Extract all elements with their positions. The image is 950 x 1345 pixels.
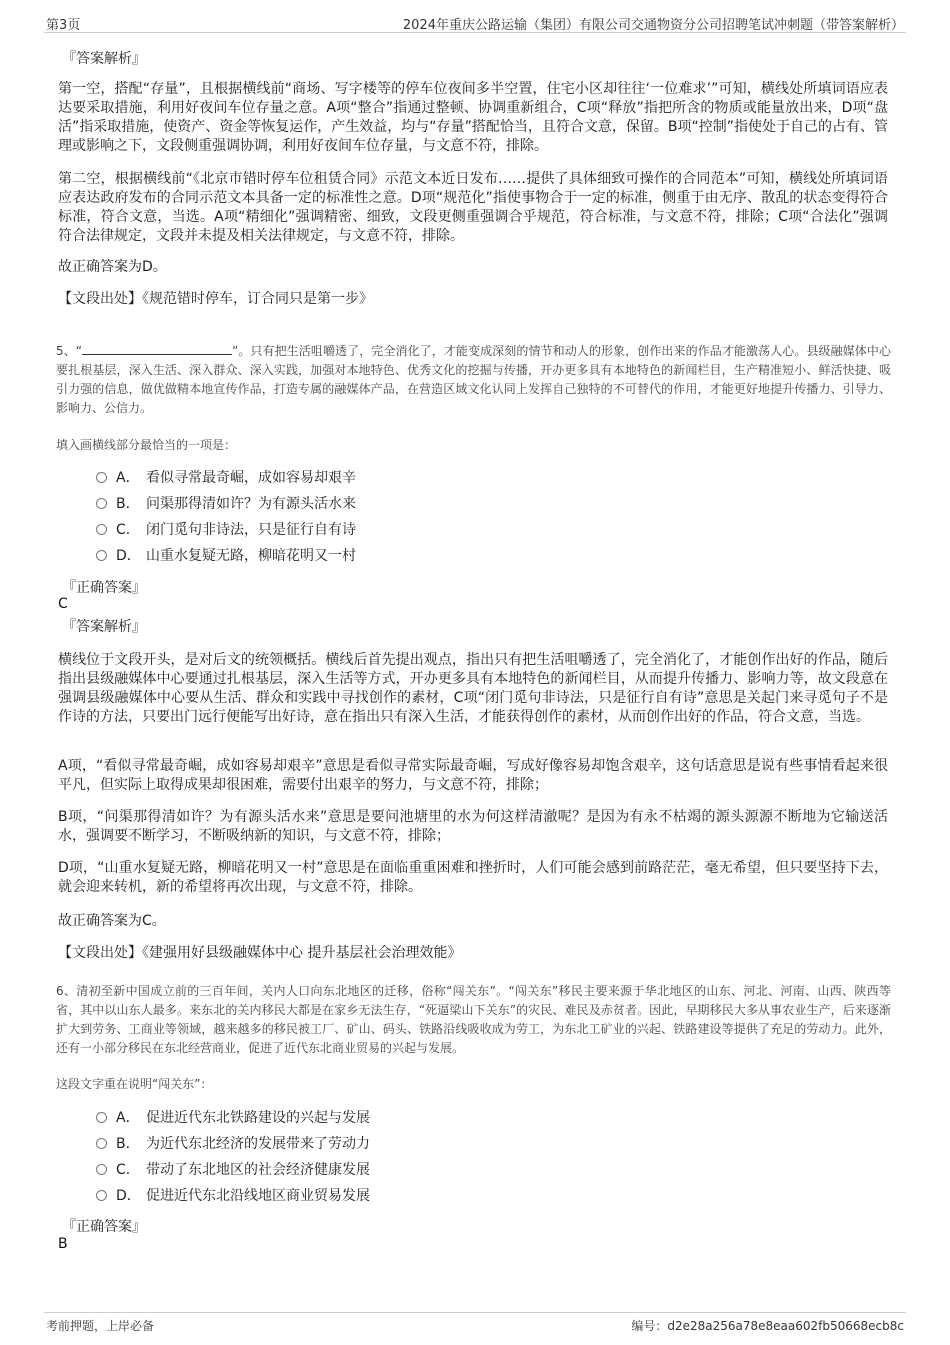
- footer-slogan: 考前押题，上岸必备: [46, 1319, 155, 1333]
- page-footer: [44, 1312, 906, 1333]
- analysis-paragraph-1: 横线位于文段开头，是对后文的统领概括。横线后首先提出观点，指出只有把生活咀嚼透了，完全消化了，才能创作出好的作品，随后指出县级融媒体中心要通过扎根基层，深入生活等方式，开办更多具有本地特色的新闻栏目，从而提升传播力、影响力等，故文段意在强调县级融媒体中心要从生活、群众和实践中寻找创作的素材，C项“闭门觅句非诗法，只是征行自有诗”意思是关起门来寻觅句子不是作诗的方法，只要出门远行便能写出好诗，意在指出只有深入生活，才能获得创作的素材，从而创作出好的作品，符合文意，当选。: [58, 652, 888, 725]
- analysis-conclusion: 故正确答案为D。: [58, 259, 167, 275]
- radio-icon[interactable]: [96, 524, 107, 535]
- option-b[interactable]: B． 问渠那得清如许？为有源头活水来: [96, 493, 356, 515]
- page-header: [44, 14, 906, 33]
- passage-source: 【文段出处】《建强用好县级融媒体中心 提升基层社会治理效能》: [58, 945, 462, 961]
- question-5-prompt: 填入画横线部分最恰当的一项是：: [56, 438, 237, 452]
- radio-icon[interactable]: [96, 498, 107, 509]
- radio-icon[interactable]: [96, 550, 107, 561]
- option-c[interactable]: C． 闭门觅句非诗法，只是征行自有诗: [96, 519, 356, 541]
- analysis-option-d: D项，“山重水复疑无路，柳暗花明又一村”意思是在面临重重困难和挫折时，人们可能会感到前路茫茫，毫无希望，但只要坚持下去，就会迎来转机，新的希望将再次出现，与文意不符，排除。: [58, 860, 888, 895]
- correct-answer: C: [58, 596, 68, 612]
- analysis-heading: 『答案解析』: [62, 51, 146, 67]
- analysis-heading: 『答案解析』: [62, 619, 146, 635]
- radio-icon[interactable]: [96, 1138, 107, 1149]
- option-d[interactable]: D． 促进近代东北沿线地区商业贸易发展: [96, 1185, 370, 1207]
- radio-icon[interactable]: [96, 1190, 107, 1201]
- option-d[interactable]: D． 山重水复疑无路，柳暗花明又一村: [96, 545, 356, 567]
- analysis-paragraph-1: 第一空，搭配“存量”，且根据横线前“商场、写字楼等的停车位夜间多半空置，住宅小区却往往‘一位难求’”可知，横线处所填词语应表达要采取措施，利用好夜间车位存量之意。A项“整合”指通过整顿、协调重新组合，C项“释放”指把所含的物质或能量放出来，D项“盘活”指采取措施，使资产、资金等恢复运作，产生效益，均与“存量”搭配恰当，且符合文意，保留。B项“控制”指使处于自己的占有、管理或影响之下，文段侧重强调协调，利用好夜间车位存量，与文意不符，排除。: [58, 81, 888, 154]
- analysis-paragraph-2: 第二空，根据横线前“《北京市错时停车位租赁合同》示范文本近日发布……提供了具体细致可操作的合同范本”可知，横线处所填词语应表达政府发布的合同示范文本具备一定的标准性之意。D项“规范化”指使事物合于一定的标准，侧重于由无序、散乱的状态变得符合标准，符合文意，当选。A项“精细化”强调精密、细致，文段更侧重强调合乎规范，符合标准，与文意不符，排除；C项“合法化”强调符合法律规定，文段并未提及相关法律规定，与文意不符，排除。: [58, 171, 888, 244]
- option-c[interactable]: C． 带动了东北地区的社会经济健康发展: [96, 1159, 370, 1181]
- option-b[interactable]: B． 为近代东北经济的发展带来了劳动力: [96, 1133, 370, 1155]
- analysis-conclusion: 故正确答案为C。: [58, 913, 166, 929]
- correct-answer: B: [58, 1236, 68, 1252]
- radio-icon[interactable]: [96, 472, 107, 483]
- analysis-option-b: B项，“问渠那得清如许？为有源头活水来”意思是要问池塘里的水为何这样清澈呢？是因为有永不枯竭的源头源源不断地为它输送活水，强调要不断学习，不断吸纳新的知识，与文意不符，排除；: [58, 809, 888, 844]
- correct-answer-heading: 『正确答案』: [62, 580, 146, 596]
- page-number: 第3页: [46, 18, 81, 33]
- question-6-stem: 6、清初至新中国成立前的三百年间，关内人口向东北地区的迁移，俗称“闯关东”。“闯关东”移民主要来源于华北地区的山东、河北、河南、山西、陕西等省，其中以山东人最多。来东北的关内移民大都是在家乡无法生存，“死逼梁山下关东”的灾民、难民及赤贫者。因此，早期移民大多从事农业生产，后来逐渐扩大到劳务、工商业等领域，越来越多的移民被工厂、矿山、码头、铁路沿线吸收成为劳工，为东北工矿业的兴起、铁路建设等提供了充足的劳动力。此外，还有一小部分移民在东北经营商业，促进了近代东北商业贸易的兴起与发展。: [56, 984, 891, 1055]
- question-5-stem: [56, 342, 891, 418]
- document-title: 2024年重庆公路运输（集团）有限公司交通物资分公司招聘笔试冲刺题（带答案解析）: [402, 18, 904, 33]
- question-5-number: 5、“: [56, 344, 83, 358]
- document-id: 编号：d2e28a256a78e8eaa602fb50668ecb8c: [631, 1319, 904, 1333]
- fill-blank: [82, 342, 232, 355]
- correct-answer-heading: 『正确答案』: [62, 1219, 146, 1235]
- analysis-option-a: A项，“看似寻常最奇崛，成如容易却艰辛”意思是看似寻常实际最奇崛，写成好像容易却饱含艰辛，这句话意思是说有些事情看起来很平凡，但实际上取得成果却很困难，需要付出艰辛的努力，与文意不符，排除；: [58, 758, 888, 793]
- passage-source: 【文段出处】《规范错时停车，订合同只是第一步》: [58, 291, 373, 307]
- option-a[interactable]: A． 看似寻常最奇崛，成如容易却艰辛: [96, 467, 356, 489]
- question-6-prompt: 这段文字重在说明“闯关东”：: [56, 1077, 213, 1091]
- option-a[interactable]: A． 促进近代东北铁路建设的兴起与发展: [96, 1107, 370, 1129]
- question-5-text: ”。只有把生活咀嚼透了，完全消化了，才能变成深刻的情节和动人的形象，创作出来的作品才能激荡人心。县级融媒体中心要扎根基层，深入生活、深入群众、深入实践，加强对本地特色、优秀文化的挖掘与传播，开办更多具有本地特色的新闻栏目，生产精准短小、鲜活快捷、吸引力强的信息，做优做精本地宣传作品，打造专属的融媒体产品，在营造区域文化认同上发挥自己独特的不可替代的作用，才能更好地提升传播力、引导力、影响力、公信力。: [56, 344, 891, 415]
- radio-icon[interactable]: [96, 1112, 107, 1123]
- radio-icon[interactable]: [96, 1164, 107, 1175]
